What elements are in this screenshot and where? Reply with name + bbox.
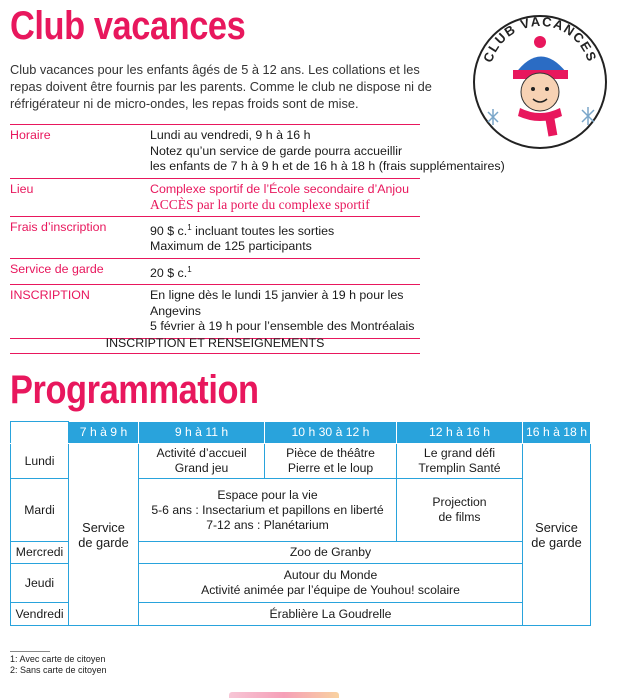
mercredi-zoo: Zoo de Granby bbox=[139, 542, 523, 564]
day-vendredi: Vendredi bbox=[11, 603, 69, 626]
jeudi-line-1: Autour du Monde bbox=[283, 568, 378, 582]
garde-morning bbox=[69, 444, 139, 626]
frais-footnote-mark: 1 bbox=[187, 222, 192, 232]
vendredi-erabliere: Érablière La Goudrelle bbox=[139, 603, 523, 626]
lundi-defi bbox=[397, 444, 523, 479]
mardi-projection-line-1: Projection bbox=[432, 495, 487, 509]
lieu-line-1: Complexe sportif de l’École secondaire d’Anjou bbox=[150, 181, 409, 196]
programmation-title: Programmation bbox=[10, 368, 259, 412]
schedule-header-row bbox=[11, 422, 591, 444]
badge-text: CLUB VACANCES bbox=[480, 13, 600, 65]
intro-paragraph: Club vacances pour les enfants âgés de 5 à 12 ans. Les collations et les repas doivent être fournis par les parents. Comme le club ne dispose ni de réfrigérateur ni de micro-ondes, les repas froids sont de mise. bbox=[10, 62, 432, 111]
frais-value: 90 $ c. bbox=[150, 223, 188, 238]
lundi-theatre-line-2: Pierre et le loup bbox=[287, 461, 374, 475]
header-7-9: 7 h à 9 h bbox=[69, 422, 139, 444]
garde-evening bbox=[523, 444, 591, 626]
horaire-line-3: les enfants de 7 h à 9 h et de 16 h à 18 h (frais supplémentaires) bbox=[150, 159, 505, 173]
label-horaire: Horaire bbox=[10, 128, 51, 142]
jeudi-line-2: Activité animée par l’équipe de Youhou! scolaire bbox=[201, 583, 460, 597]
club-vacances-badge-icon bbox=[470, 12, 610, 152]
header-9-11: 9 h à 11 h bbox=[139, 422, 265, 444]
lundi-defi-line-2: Tremplin Santé bbox=[418, 461, 501, 475]
frais-line-2: Maximum de 125 participants bbox=[150, 239, 312, 254]
lundi-accueil bbox=[139, 444, 265, 479]
garde-footnote-mark: 1 bbox=[187, 264, 192, 274]
bottom-decoration bbox=[229, 692, 339, 698]
mardi-line-2: 5-6 ans : Insectarium et papillons en liberté bbox=[151, 502, 384, 517]
frais-detail: incluant toutes les sorties bbox=[191, 223, 335, 238]
horaire-line-2: Notez qu’un service de garde pourra accueillir bbox=[150, 143, 403, 158]
garde-value: 20 $ c. bbox=[150, 265, 188, 280]
header-12-16: 12 h à 16 h bbox=[397, 422, 523, 444]
footnote-1: 1: Avec carte de citoyen bbox=[10, 654, 106, 664]
header-1030-12: 10 h 30 à 12 h bbox=[265, 422, 397, 444]
mardi-line-3: 7-12 ans : Planétarium bbox=[206, 517, 329, 532]
garde-evening-line-1: Service bbox=[535, 519, 578, 535]
mardi-espace-vie bbox=[139, 479, 397, 542]
day-lundi: Lundi bbox=[11, 444, 69, 479]
mardi-projection-line-2: de films bbox=[438, 510, 481, 524]
info-table bbox=[10, 125, 505, 339]
page-title: Club vacances bbox=[10, 4, 246, 48]
mardi-line-1: Espace pour la vie bbox=[217, 487, 318, 502]
lundi-defi-line-1: Le grand défi bbox=[423, 446, 496, 460]
day-jeudi: Jeudi bbox=[11, 564, 69, 603]
horaire-line-1: Lundi au vendredi, 9 h à 16 h bbox=[150, 128, 311, 142]
garde-morning-line-1: Service bbox=[82, 519, 125, 535]
footnote-2: 2: Sans carte de citoyen bbox=[10, 665, 107, 675]
garde-morning-line-2: de garde bbox=[78, 534, 129, 550]
label-frais: Frais d’inscription bbox=[10, 219, 107, 234]
inscription-line-1: En ligne dès le lundi 15 janvier à 19 h pour les Angevins bbox=[150, 288, 404, 318]
schedule-table bbox=[10, 421, 591, 626]
lundi-theatre-line-1: Pièce de théâtre bbox=[286, 446, 375, 460]
schedule-row-lundi bbox=[11, 444, 591, 479]
lundi-accueil-line-2: Grand jeu bbox=[174, 461, 229, 475]
garde-line bbox=[150, 262, 420, 282]
mardi-projection bbox=[397, 479, 523, 542]
frais-line-1 bbox=[150, 220, 420, 240]
row-horaire bbox=[10, 125, 505, 179]
jeudi-autour-monde bbox=[139, 564, 523, 603]
header-empty bbox=[11, 422, 69, 444]
day-mardi: Mardi bbox=[11, 479, 69, 542]
row-lieu bbox=[10, 179, 420, 217]
lundi-theatre bbox=[265, 444, 397, 479]
row-frais bbox=[10, 217, 420, 259]
lundi-accueil-line-1: Activité d’accueil bbox=[156, 446, 247, 460]
footnote-divider bbox=[10, 651, 50, 652]
inscription-line-2: 5 février à 19 h pour l’ensemble des Montréalais bbox=[150, 319, 415, 334]
label-garde: Service de garde bbox=[10, 261, 104, 276]
footnotes bbox=[10, 654, 107, 676]
label-inscription: INSCRIPTION bbox=[10, 288, 90, 303]
garde-evening-line-2: de garde bbox=[531, 534, 582, 550]
row-garde bbox=[10, 259, 420, 286]
inscription-renseignements-link[interactable]: INSCRIPTION ET RENSEIGNEMENTS bbox=[10, 334, 420, 354]
label-lieu: Lieu bbox=[10, 181, 34, 196]
lieu-line-2: ACCÈS par la porte du complexe sportif bbox=[150, 197, 370, 212]
header-16-18: 16 h à 18 h bbox=[523, 422, 591, 444]
row-inscription bbox=[10, 285, 420, 339]
day-mercredi: Mercredi bbox=[11, 542, 69, 564]
